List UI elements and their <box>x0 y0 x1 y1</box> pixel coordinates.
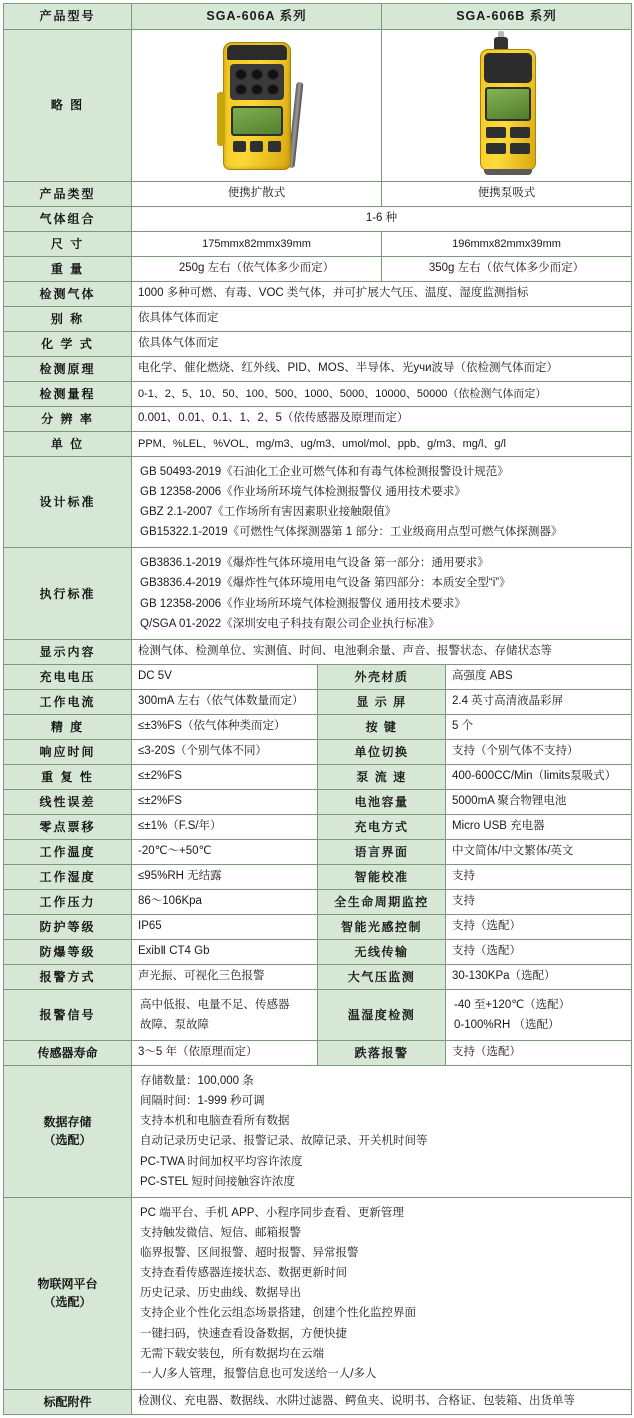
table-row <box>4 789 632 814</box>
value-gas-combo: 1-6 种 <box>132 206 632 231</box>
row-label-drop-alarm: 跌落报警 <box>318 1041 446 1066</box>
row-label-unit: 单 位 <box>4 431 132 456</box>
value-weight-b: 350g 左右（依气体多少而定） <box>382 256 632 281</box>
storage-line: 支持本机和电脑查看所有数据 <box>140 1115 290 1128</box>
value-working-pressure: 86～106Kpa <box>132 889 318 914</box>
storage-line: PC-TWA 时间加权平均容许浓度 <box>140 1155 303 1168</box>
value-design-standard <box>132 456 632 548</box>
sensor-grill <box>230 64 284 100</box>
row-label-iot-platform <box>4 1197 132 1389</box>
table-row <box>4 714 632 739</box>
table-row <box>4 456 632 548</box>
keypad <box>233 141 281 155</box>
value-exec-standard <box>132 548 632 640</box>
row-label-working-pressure: 工作压力 <box>4 889 132 914</box>
row-label-pressure-monitor: 大气压监测 <box>318 964 446 989</box>
value-display-content: 检测气体、检测单位、实测值、时间、电池剩余量、声音、报警状态、存储状态等 <box>132 639 632 664</box>
table-row <box>4 864 632 889</box>
row-label-alias: 别 称 <box>4 306 132 331</box>
value-unit: PPM、%LEL、%VOL、mg/m3、ug/m3、umol/mol、ppb、g/m3、mg/l、g/l <box>132 431 632 456</box>
table-row <box>4 964 632 989</box>
table-row <box>4 814 632 839</box>
value-light-sensing: 支持（选配） <box>446 914 632 939</box>
table-row <box>4 256 632 281</box>
sensor-panel <box>484 53 532 83</box>
standard-line: GB 50493-2019《石油化工企业可燃气体和有毒气体检测报警设计规范》 <box>140 465 509 478</box>
row-label-sensor-life: 传感器寿命 <box>4 1041 132 1066</box>
table-row <box>4 1389 632 1414</box>
lcd-screen <box>485 87 531 121</box>
iot-line: 历史记录、历史曲线、数据导出 <box>140 1287 301 1300</box>
base-foot <box>484 169 532 175</box>
row-label-alarm-method: 报警方式 <box>4 964 132 989</box>
table-row <box>4 306 632 331</box>
dual-spec-table <box>3 664 632 1066</box>
value-temp-humidity <box>446 989 632 1040</box>
value-resolution: 0.001、0.01、0.1、1、2、5（依传感器及原理而定） <box>132 406 632 431</box>
table-row <box>4 889 632 914</box>
value-iot-platform <box>132 1197 632 1389</box>
value-language: 中文简体/中文繁体/英文 <box>446 839 632 864</box>
table-row <box>4 664 632 689</box>
label-line: 物联网平台 <box>37 1277 98 1292</box>
value-display-screen: 2.4 英寸高清液晶彩屏 <box>446 689 632 714</box>
storage-line: 间隔时间：1-999 秒可调 <box>140 1095 265 1108</box>
value-detect-gas: 1000 多种可燃、有毒、VOC 类气体，并可扩展大气压、温度、湿度监测指标 <box>132 281 632 306</box>
extended-spec-table <box>3 1065 632 1415</box>
value-accessories: 检测仪、充电器、数据线、水阱过滤器、鳄鱼夹、说明书、合格证、包装箱、出货单等 <box>132 1389 632 1414</box>
row-label-working-humidity: 工作湿度 <box>4 864 132 889</box>
value-charge-method: Micro USB 充电器 <box>446 814 632 839</box>
row-label-explosion-grade: 防爆等级 <box>4 939 132 964</box>
row-label-protection-grade: 防护等级 <box>4 914 132 939</box>
value-data-storage <box>132 1066 632 1198</box>
label-line: （选配） <box>43 1133 92 1148</box>
value-smart-calibration: 支持 <box>446 864 632 889</box>
table-row <box>4 206 632 231</box>
gas-detector-diffusion-illustration <box>209 36 305 174</box>
label-line: 数据存储 <box>43 1115 92 1130</box>
row-label-charge-voltage: 充电电压 <box>4 664 132 689</box>
column-header-series-a: SGA-606A 系列 <box>132 4 382 30</box>
row-label-design-standard: 设计标准 <box>4 456 132 548</box>
value-lifecycle-monitor: 支持 <box>446 889 632 914</box>
storage-line: 存储数量：100,000 条 <box>140 1075 254 1087</box>
value-alarm-method: 声光振、可视化三色报警 <box>132 964 318 989</box>
standard-line: GB3836.1-2019《爆炸性气体环境用电气设备 第一部分：通用要求》 <box>140 557 489 570</box>
table-row <box>4 764 632 789</box>
value-repeatability: ≤±2%FS <box>132 764 318 789</box>
value-working-temperature: -20℃～+50℃ <box>132 839 318 864</box>
standard-line: GB3836.4-2019《爆炸性气体环境用电气设备 第四部分：本质安全型“i”》 <box>140 577 511 590</box>
product-image-b <box>382 29 632 181</box>
row-label-accessories: 标配附件 <box>4 1389 132 1414</box>
row-label-working-current: 工作电流 <box>4 689 132 714</box>
table-row <box>4 4 632 30</box>
value-principle: 电化学、催化燃烧、红外线、PID、MOS、半导体、光учи波导（依检测气体而定） <box>132 356 632 381</box>
value-product-type-a: 便携扩散式 <box>132 181 382 206</box>
row-label-detect-gas: 检测气体 <box>4 281 132 306</box>
row-label-wireless: 无线传输 <box>318 939 446 964</box>
value-working-current: 300mA 左右（依气体数量而定） <box>132 689 318 714</box>
row-label-accuracy: 精 度 <box>4 714 132 739</box>
row-label-temp-humidity: 温湿度检测 <box>318 989 446 1040</box>
iot-line: PC 端平台、手机 APP、小程序同步查看、更新管理 <box>140 1206 404 1219</box>
humidity-line: 0-100%RH （选配） <box>454 1018 560 1031</box>
row-label-model: 产品型号 <box>4 4 132 30</box>
iot-line: 一人/多人管理，报警信息也可发送给一人/多人 <box>140 1367 377 1380</box>
row-label-sketch: 略 图 <box>4 29 132 181</box>
row-label-range: 检测量程 <box>4 381 132 406</box>
row-label-buttons: 按 键 <box>318 714 446 739</box>
table-row <box>4 231 632 256</box>
column-header-series-b: SGA-606B 系列 <box>382 4 632 30</box>
row-label-product-type: 产品类型 <box>4 181 132 206</box>
iot-line: 临界报警、区间报警、超时报警、异常报警 <box>140 1247 359 1259</box>
value-pressure-monitor: 30-130KPa（选配） <box>446 964 632 989</box>
table-row <box>4 406 632 431</box>
table-row <box>4 639 632 664</box>
value-buttons: 5 个 <box>446 714 632 739</box>
table-row <box>4 381 632 406</box>
product-image-a <box>132 29 382 181</box>
row-label-zero-drift: 零点票移 <box>4 814 132 839</box>
table-row <box>4 356 632 381</box>
value-size-b: 196mmx82mmx39mm <box>382 231 632 256</box>
value-zero-drift: ≤±1%（F.S/年） <box>132 814 318 839</box>
storage-line: 自动记录历史记录、报警记录、故障记录、开关机时间等 <box>140 1135 428 1148</box>
table-row <box>4 431 632 456</box>
alarm-line: 故障、泵故障 <box>140 1018 209 1031</box>
standard-line: GB15322.1-2019《可燃性气体探测器第 1 部分：工业级商用点型可燃气体探测器》 <box>140 526 563 539</box>
row-label-gas-combo: 气体组合 <box>4 206 132 231</box>
table-row <box>4 1066 632 1198</box>
value-accuracy: ≤±3%FS（依气体种类而定） <box>132 714 318 739</box>
standard-line: GB 12358-2006《作业场所环境气体检测报警仪 通用技术要求》 <box>140 485 466 498</box>
row-label-language: 语言界面 <box>318 839 446 864</box>
value-linearity-error: ≤±2%FS <box>132 789 318 814</box>
row-label-principle: 检测原理 <box>4 356 132 381</box>
lcd-screen <box>231 106 283 136</box>
value-drop-alarm: 支持（选配） <box>446 1041 632 1066</box>
temp-line: -40 至+120℃（选配） <box>454 998 571 1011</box>
standard-line: GB 12358-2006《作业场所环境气体检测报警仪 通用技术要求》 <box>140 597 466 610</box>
table-row <box>4 739 632 764</box>
row-label-linearity-error: 线性误差 <box>4 789 132 814</box>
gas-detector-pump-illustration <box>464 35 550 175</box>
table-row <box>4 989 632 1040</box>
table-row <box>4 29 632 181</box>
iot-line: 支持触发微信、短信、邮箱报警 <box>140 1226 301 1239</box>
value-protection-grade: IP65 <box>132 914 318 939</box>
storage-line: PC-STEL 短时间接触容许浓度 <box>140 1175 295 1188</box>
table-row <box>4 331 632 356</box>
table-row <box>4 689 632 714</box>
row-label-alarm-signal: 报警信号 <box>4 989 132 1040</box>
row-label-display-screen: 显 示 屏 <box>318 689 446 714</box>
value-wireless: 支持（选配） <box>446 939 632 964</box>
standard-line: Q/SGA 01-2022《深圳安电子科技有限公司企业执行标准》 <box>140 617 440 630</box>
row-label-working-temperature: 工作温度 <box>4 839 132 864</box>
value-shell-material: 高强度 ABS <box>446 664 632 689</box>
row-label-exec-standard: 执行标准 <box>4 548 132 640</box>
value-alarm-signal <box>132 989 318 1040</box>
table-row <box>4 839 632 864</box>
row-label-charge-method: 充电方式 <box>318 814 446 839</box>
value-range: 0-1、2、5、10、50、100、500、1000、5000、10000、50000（依检测气体而定） <box>132 381 632 406</box>
table-row <box>4 1041 632 1066</box>
iot-line: 支持查看传感器连接状态、数据更新时间 <box>140 1267 347 1280</box>
value-unit-switch: 支持（个别气体不支持） <box>446 739 632 764</box>
row-label-data-storage <box>4 1066 132 1198</box>
table-row <box>4 548 632 640</box>
table-row <box>4 914 632 939</box>
row-label-repeatability: 重 复 性 <box>4 764 132 789</box>
iot-line: 支持企业个性化云组态场景搭建，创建个性化监控界面 <box>140 1307 416 1320</box>
table-row <box>4 281 632 306</box>
row-label-display-content: 显示内容 <box>4 639 132 664</box>
alarm-line: 高中低报、电量不足、传感器 <box>140 998 290 1011</box>
table-row <box>4 939 632 964</box>
row-label-size: 尺 寸 <box>4 231 132 256</box>
row-label-weight: 重 量 <box>4 256 132 281</box>
top-bar <box>227 45 287 60</box>
value-product-type-b: 便携泵吸式 <box>382 181 632 206</box>
value-alias: 依具体气体而定 <box>132 306 632 331</box>
standard-line: GBZ 2.1-2007《工作场所有害因素职业接触限值》 <box>140 506 397 518</box>
row-label-response-time: 响应时间 <box>4 739 132 764</box>
value-response-time: ≤3-20S（个别气体不同） <box>132 739 318 764</box>
table-row <box>4 1197 632 1389</box>
iot-line: 一键扫码，快速查看设备数据，方便快捷 <box>140 1327 347 1340</box>
row-label-shell-material: 外壳材质 <box>318 664 446 689</box>
label-line: （选配） <box>43 1295 92 1310</box>
spec-table <box>3 3 632 665</box>
iot-line: 无需下载安装包，所有数据均在云端 <box>140 1347 324 1360</box>
row-label-smart-calibration: 智能校准 <box>318 864 446 889</box>
row-label-lifecycle-monitor: 全生命周期监控 <box>318 889 446 914</box>
value-explosion-grade: ExibⅡ CT4 Gb <box>132 939 318 964</box>
row-label-pump-flow: 泵 流 速 <box>318 764 446 789</box>
row-label-resolution: 分 辨 率 <box>4 406 132 431</box>
row-label-light-sensing: 智能光感控制 <box>318 914 446 939</box>
row-label-formula: 化 学 式 <box>4 331 132 356</box>
row-label-unit-switch: 单位切换 <box>318 739 446 764</box>
keypad <box>486 127 530 155</box>
table-row <box>4 181 632 206</box>
value-weight-a: 250g 左右（依气体多少而定） <box>132 256 382 281</box>
value-battery-capacity: 5000mA 聚合物锂电池 <box>446 789 632 814</box>
value-pump-flow: 400-600CC/Min（limits泵吸式） <box>446 764 632 789</box>
value-working-humidity: ≤95%RH 无结露 <box>132 864 318 889</box>
value-formula: 依具体气体而定 <box>132 331 632 356</box>
row-label-battery-capacity: 电池容量 <box>318 789 446 814</box>
value-size-a: 175mmx82mmx39mm <box>132 231 382 256</box>
value-charge-voltage: DC 5V <box>132 664 318 689</box>
value-sensor-life: 3～5 年（依原理而定） <box>132 1041 318 1066</box>
side-clip <box>217 92 225 146</box>
